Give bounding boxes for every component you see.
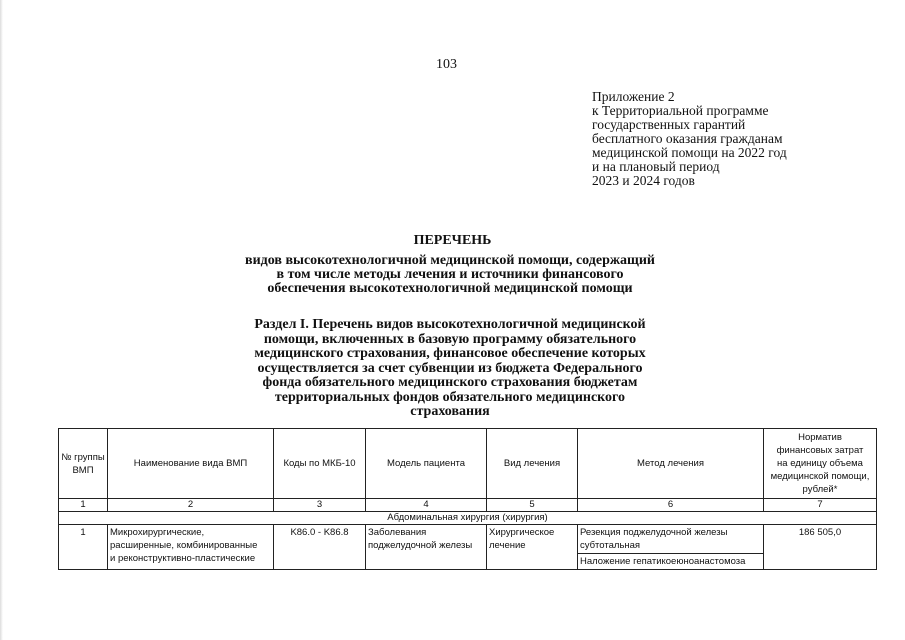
section-title-line: территориальных фондов обязательного медицинского bbox=[274, 389, 626, 405]
column-number: 3 bbox=[274, 499, 366, 512]
method-line: субтотальная bbox=[580, 540, 641, 551]
column-number-row bbox=[59, 499, 877, 512]
method-line: Резекция поджелудочной железы bbox=[580, 527, 728, 538]
method-line: Наложение гепатикоеюноанастомоза bbox=[580, 556, 746, 567]
column-number: 1 bbox=[59, 499, 108, 512]
category-row bbox=[59, 512, 877, 525]
header-codes: Коды по МКБ-10 bbox=[274, 429, 366, 499]
row-type-line: лечение bbox=[489, 540, 526, 551]
section-title-line: осуществляется за счет субвенции из бюджета Федерального bbox=[257, 360, 643, 376]
header-group-line: ВМП bbox=[72, 464, 94, 476]
appendix-line: медицинской помощи на 2022 год bbox=[592, 145, 787, 160]
appendix-line: к Территориальной программе bbox=[592, 103, 769, 118]
subtitle-line: видов высокотехнологичной медицинской помощи, содержащий bbox=[245, 253, 655, 268]
header-norm-line: финансовых затрат bbox=[776, 445, 864, 456]
row-model bbox=[366, 525, 487, 570]
row-name bbox=[108, 525, 274, 570]
header-norm bbox=[764, 429, 877, 499]
section-title-line: фонда обязательного медицинского страхования бюджетам bbox=[262, 375, 638, 390]
header-norm-line: Норматив bbox=[798, 432, 842, 443]
column-number: 2 bbox=[108, 499, 274, 512]
appendix-line: бесплатного оказания гражданам bbox=[592, 131, 783, 146]
row-type bbox=[487, 525, 578, 570]
column-number: 7 bbox=[764, 499, 877, 512]
row-name-line: Микрохирургические, bbox=[110, 527, 205, 538]
appendix-line: государственных гарантий bbox=[592, 117, 746, 132]
row-norm: 186 505,0 bbox=[764, 525, 877, 570]
section-title bbox=[200, 318, 700, 420]
document-title: ПЕРЕЧЕНЬ bbox=[413, 233, 492, 248]
row-methods bbox=[578, 525, 764, 570]
header-name: Наименование вида ВМП bbox=[108, 429, 274, 499]
table-row bbox=[59, 525, 877, 570]
column-number: 4 bbox=[366, 499, 487, 512]
method-item bbox=[578, 553, 763, 569]
header-group-line: № группы bbox=[61, 451, 105, 463]
row-name-line: и реконструктивно-пластические bbox=[110, 553, 256, 564]
appendix-note bbox=[592, 90, 787, 188]
header-method: Метод лечения bbox=[578, 429, 764, 499]
header-norm-line: рублей* bbox=[802, 484, 838, 495]
column-number: 6 bbox=[578, 499, 764, 512]
appendix-line: и на плановый период bbox=[592, 159, 720, 174]
section-title-line: страхования bbox=[410, 404, 490, 419]
table-header-row bbox=[59, 429, 877, 499]
column-number: 5 bbox=[487, 499, 578, 512]
row-group: 1 bbox=[59, 525, 108, 570]
section-title-line: Раздел I. Перечень видов высокотехнологичной медицинской bbox=[254, 317, 646, 332]
scan-edge bbox=[0, 0, 3, 640]
header-group bbox=[59, 429, 108, 499]
section-title-line: помощи, включенных в базовую программу обязательного bbox=[263, 331, 637, 347]
header-norm-line: на единицу объема bbox=[777, 458, 863, 469]
header-type: Вид лечения bbox=[487, 429, 578, 499]
appendix-line: Приложение 2 bbox=[592, 89, 675, 104]
page-number: 103 bbox=[436, 57, 457, 72]
row-model-line: поджелудочной железы bbox=[368, 540, 473, 551]
subtitle-line: обеспечения высокотехнологичной медицинской помощи bbox=[267, 281, 633, 296]
method-item bbox=[578, 525, 763, 553]
subtitle-line: в том числе методы лечения и источники финансового bbox=[276, 267, 624, 282]
row-model-line: Заболевания bbox=[368, 527, 427, 538]
appendix-line: 2023 и 2024 годов bbox=[592, 173, 695, 188]
row-name-line: расширенные, комбинированные bbox=[110, 540, 258, 551]
header-model: Модель пациента bbox=[366, 429, 487, 499]
header-norm-line: медицинской помощи, bbox=[770, 471, 870, 482]
document-subtitle bbox=[190, 254, 710, 296]
vmp-table bbox=[58, 428, 877, 570]
category-label: Абдоминальная хирургия (хирургия) bbox=[59, 512, 877, 525]
row-type-line: Хирургическое bbox=[489, 527, 555, 538]
section-title-line: медицинского страхования, финансовое обеспечение которых bbox=[254, 346, 646, 361]
row-codes: K86.0 - K86.8 bbox=[274, 525, 366, 570]
